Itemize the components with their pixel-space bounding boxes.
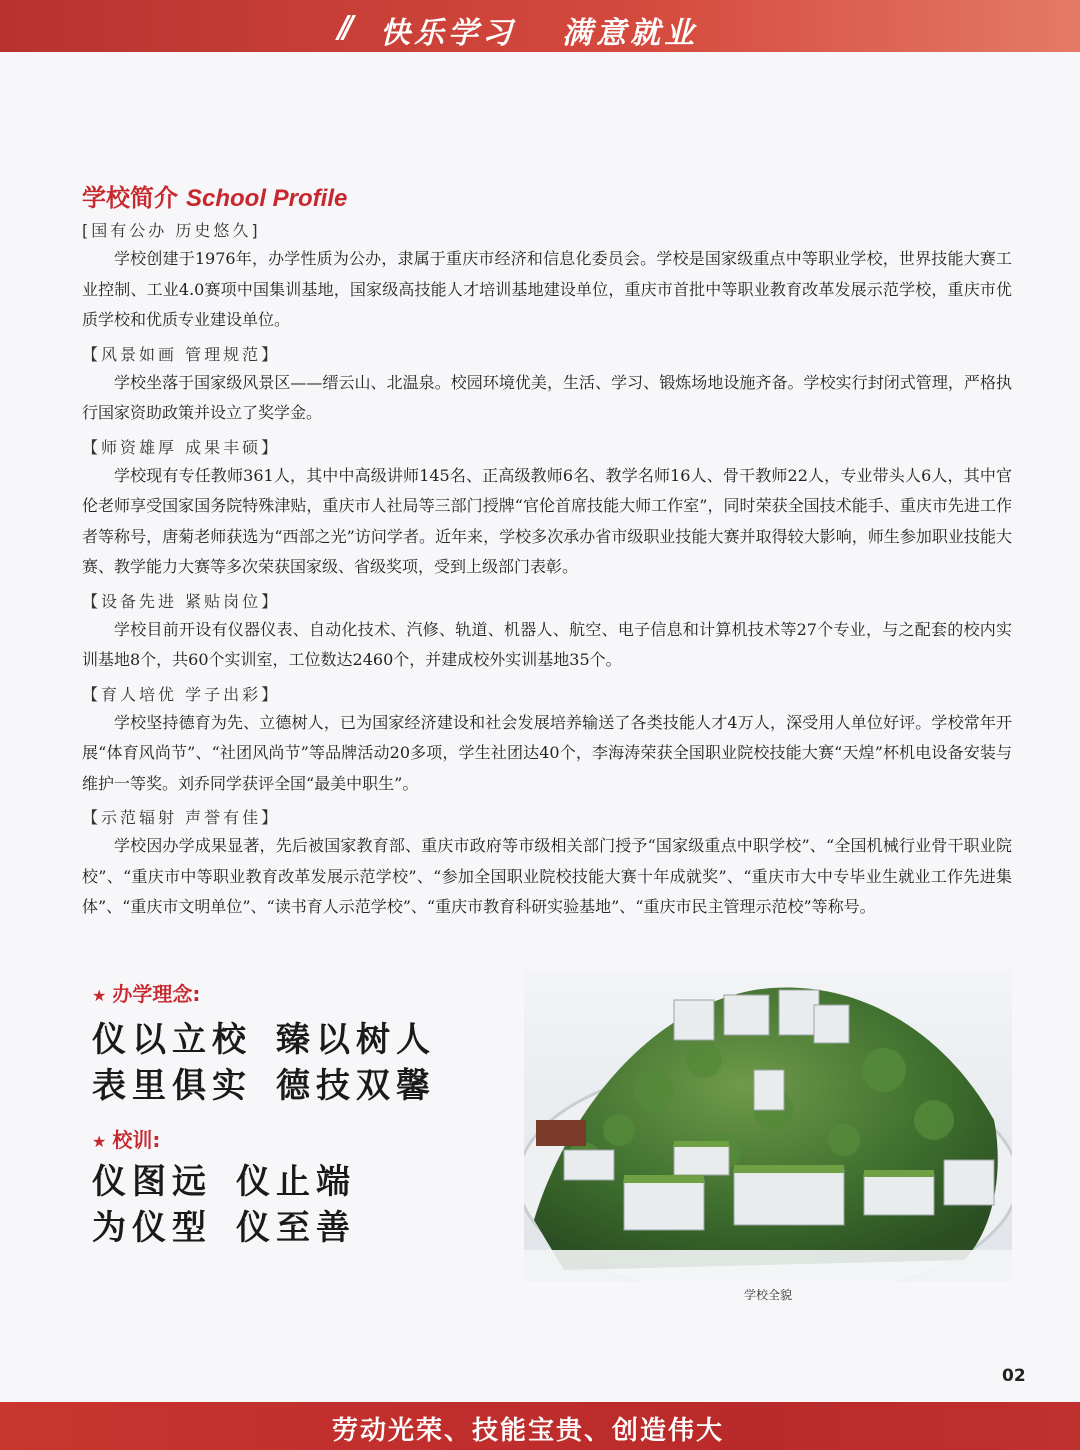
- philosophy-line-1: [92, 1017, 492, 1063]
- block-history: [82, 218, 1012, 336]
- block-body: 学校创建于1976年，办学性质为公办，隶属于重庆市经济和信息化委员会。学校是国家级重点中等职业学校，世界技能大赛工业控制、工业4.0赛项中国集训基地，国家级高技能人才培训基地建设单位，重庆市首批中等职业教育改革发展示范学校，重庆市优质学校和优质专业建设单位。: [82, 249, 1012, 329]
- block-heading: 【育人培优 学子出彩】: [82, 684, 281, 704]
- star-icon: ★: [92, 986, 107, 1005]
- top-banner: [0, 0, 1080, 52]
- banner-slogan: [380, 8, 744, 52]
- page-number: 02: [1002, 1366, 1026, 1386]
- philosophy-phrase: 表里俱实: [92, 1066, 252, 1106]
- block-teachers: [82, 435, 1012, 583]
- motto-phrase: 仪止端: [236, 1162, 356, 1202]
- philosophy-section: [92, 978, 492, 1109]
- section-title-en: School Profile: [186, 185, 348, 212]
- motto-phrase: 仪至善: [236, 1208, 356, 1248]
- motto-label-text: 校训:: [112, 1128, 161, 1152]
- block-heading: 【示范辐射 声誉有佳】: [82, 808, 281, 827]
- block-body: 学校现有专任教师361人，其中中高级讲师145名、正高级教师6名、教学名师16人、骨干教师22人，专业带头人6人，其中官伦老师享受国家国务院特殊津贴，重庆市人社局等三部门授牌“官伦首席技能大师工作室”，同时荣获全国技术能手、重庆市先进工作者等称号，唐菊老师获选为“西部之光”访问学者。近年来，学校多次承办省市级职业技能大赛并取得较大影响，师生参加职业技能大赛、教学能力大赛等多次荣获国家级、省级奖项，受到上级部门表彰。: [82, 465, 1012, 576]
- banner-slogan-right: 满意就业: [562, 16, 698, 51]
- motto-section: [92, 1124, 492, 1251]
- philosophy-phrase: 臻以树人: [276, 1020, 436, 1060]
- philosophy-label: [92, 978, 492, 1007]
- block-body: 学校因办学成果显著，先后被国家教育部、重庆市政府等市级相关部门授予“国家级重点中职学校”、“全国机械行业骨干职业院校”、“重庆市中等职业教育改革发展示范学校”、“参加全国职业院校技能大赛十年成就奖”、“重庆市大中专毕业生就业工作先进集体”、“重庆市文明单位”、“读书育人示范学校”、“重庆市教育科研实验基地”、“重庆市民主管理示范校”等称号。: [82, 836, 1012, 916]
- banner-slogan-left: 快乐学习: [380, 16, 516, 51]
- star-icon: ★: [92, 1132, 107, 1151]
- block-body: 学校目前开设有仪器仪表、自动化技术、汽修、轨道、机器人、航空、电子信息和计算机技术等27个专业，与之配套的校内实训基地8个，共60个实训室，工位数达2460个，并建成校外实训基地35个。: [82, 619, 1012, 669]
- campus-photo: [524, 970, 1012, 1282]
- bottom-banner: [0, 1402, 1080, 1450]
- block-heading: [国有公办 历史悠久]: [82, 221, 261, 240]
- profile-content: [82, 218, 1012, 929]
- philosophy-line-2: [92, 1063, 492, 1109]
- photo-caption: 学校全貌: [743, 1288, 792, 1302]
- footer-slogan: 劳动光荣、技能宝贵、创造伟大: [332, 1416, 725, 1446]
- block-scenery: [82, 342, 1012, 429]
- block-students: [82, 682, 1012, 800]
- motto-line-2: [92, 1205, 492, 1251]
- block-honors: [82, 805, 1012, 923]
- motto-phrase: 仪图远: [92, 1162, 212, 1202]
- philosophy-phrase: 仪以立校: [92, 1020, 252, 1060]
- block-heading: 【设备先进 紧贴岗位】: [82, 591, 281, 611]
- block-body: 学校坚持德育为先、立德树人，已为国家经济建设和社会发展培养输送了各类技能人才4万人，深受用人单位好评。学校常年开展“体育风尚节”、“社团风尚节”等品牌活动20多项，学生社团达40个，李海涛荣获全国职业院校技能大赛“天煌”杯机电设备安装与维护一等奖。刘乔同学获评全国“最美中职生”。: [82, 712, 1012, 793]
- section-title: [82, 178, 347, 213]
- block-equipment: [82, 589, 1012, 676]
- block-heading: 【风景如画 管理规范】: [82, 344, 281, 364]
- banner-slash-decoration: //: [338, 10, 348, 45]
- block-body: 学校坐落于国家级风景区——缙云山、北温泉。校园环境优美，生活、学习、锻炼场地设施齐备。学校实行封闭式管理，严格执行国家资助政策并设立了奖学金。: [82, 372, 1012, 422]
- philosophy-label-text: 办学理念:: [112, 982, 201, 1006]
- section-title-cn: 学校简介: [82, 184, 178, 212]
- block-heading: 【师资雄厚 成果丰硕】: [82, 437, 281, 457]
- philosophy-phrase: 德技双馨: [276, 1066, 436, 1106]
- motto-label: [92, 1124, 492, 1153]
- motto-phrase: 为仪型: [92, 1208, 212, 1248]
- campus-model-image: [524, 970, 1012, 1282]
- motto-line-1: [92, 1159, 492, 1205]
